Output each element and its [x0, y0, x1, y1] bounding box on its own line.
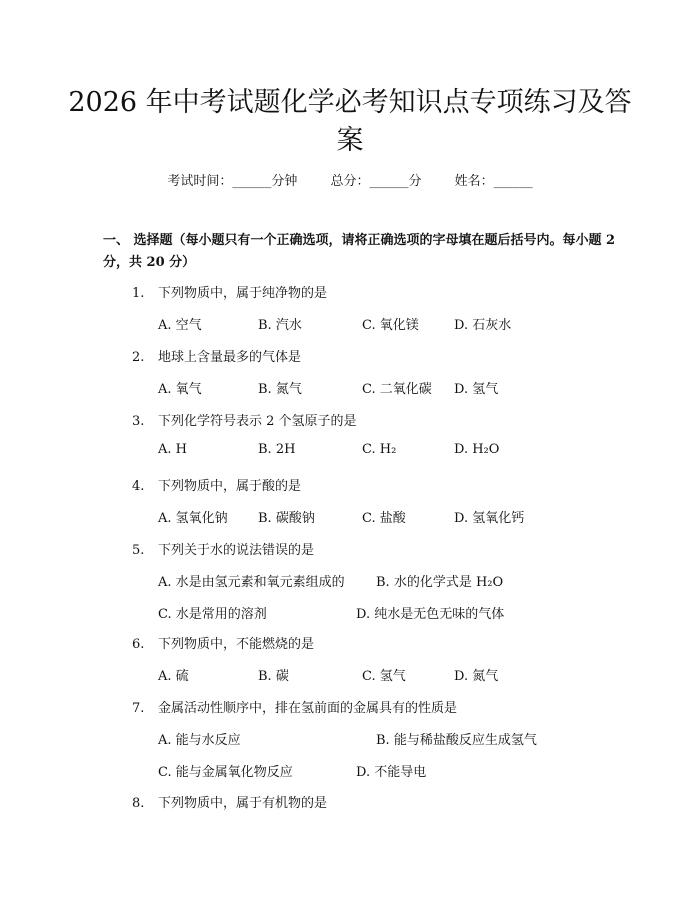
- option-a: A. H: [158, 442, 187, 457]
- option-row: [158, 761, 638, 781]
- question-3: [132, 410, 357, 429]
- exam-time-label: 考试时间：______分钟: [167, 174, 298, 189]
- question-text: 下列化学符号表示 2 个氢原子的是: [158, 414, 357, 429]
- option-d: D. 纯水是无色无味的气体: [356, 607, 505, 622]
- question-number: 2.: [132, 350, 145, 365]
- option-row: [158, 729, 638, 749]
- option-a: A. 氧气: [158, 382, 202, 397]
- option-c: C. 二氧化碳: [362, 382, 432, 397]
- question-text: 下列关于水的说法错误的是: [158, 543, 315, 558]
- option-row: [158, 571, 638, 591]
- question-number: 1.: [132, 286, 145, 301]
- option-d: D. 氢氧化钙: [454, 511, 525, 526]
- question-text: 下列物质中，属于酸的是: [158, 479, 302, 494]
- option-b: B. 水的化学式是 H₂O: [376, 575, 504, 590]
- option-row: [158, 442, 638, 462]
- question-2: [132, 346, 301, 365]
- question-text: 下列物质中，不能燃烧的是: [158, 637, 315, 652]
- question-number: 4.: [132, 479, 145, 494]
- option-row: [158, 378, 638, 398]
- name-label: 姓名：______: [454, 174, 533, 189]
- question-number: 3.: [132, 414, 145, 429]
- question-5: [132, 539, 314, 558]
- question-6: [132, 633, 314, 652]
- option-a: A. 硫: [158, 669, 189, 684]
- option-c: C. 氧化镁: [362, 318, 419, 333]
- option-d: D. 石灰水: [454, 318, 512, 333]
- option-c: C. H₂: [362, 442, 397, 457]
- option-row: [158, 507, 638, 527]
- exam-info: [0, 170, 700, 189]
- option-c: C. 氢气: [362, 669, 406, 684]
- option-b: B. 氮气: [258, 382, 302, 397]
- question-1: [132, 282, 327, 301]
- option-a: A. 空气: [158, 318, 202, 333]
- option-row: [158, 603, 638, 623]
- question-number: 8.: [132, 796, 145, 811]
- option-b: B. 碳酸钠: [258, 511, 315, 526]
- question-number: 7.: [132, 701, 145, 716]
- question-4: [132, 475, 301, 494]
- option-d: D. H₂O: [454, 442, 500, 457]
- question-7: [132, 697, 457, 716]
- option-c: C. 能与金属氧化物反应: [158, 765, 293, 780]
- option-b: B. 2H: [258, 442, 296, 457]
- option-a: A. 水是由氢元素和氧元素组成的: [158, 575, 345, 590]
- question-text: 下列物质中，属于有机物的是: [158, 796, 328, 811]
- total-score-label: 总分：______分: [330, 174, 422, 189]
- option-row: [158, 665, 638, 685]
- option-b: B. 碳: [258, 669, 289, 684]
- question-number: 6.: [132, 637, 145, 652]
- option-c: C. 盐酸: [362, 511, 406, 526]
- question-text: 下列物质中，属于纯净物的是: [158, 286, 328, 301]
- question-text: 地球上含量最多的气体是: [158, 350, 302, 365]
- option-a: A. 能与水反应: [158, 733, 241, 748]
- question-number: 5.: [132, 543, 145, 558]
- option-b: B. 能与稀盐酸反应生成氢气: [376, 733, 537, 748]
- question-8: [132, 792, 327, 811]
- option-d: D. 氢气: [454, 382, 499, 397]
- section-heading: 一、 选择题（每小题只有一个正确选项，请将正确选项的字母填在题后括号内。每小题 2 分，共 20 分）: [103, 233, 616, 270]
- option-d: D. 不能导电: [356, 765, 427, 780]
- page-title: 2026 年中考试题化学必考知识点专项练习及答案: [68, 87, 632, 156]
- option-c: C. 水是常用的溶剂: [158, 607, 267, 622]
- option-a: A. 氢氧化钠: [158, 511, 228, 526]
- option-d: D. 氮气: [454, 669, 499, 684]
- option-row: [158, 314, 638, 334]
- question-text: 金属活动性顺序中，排在氢前面的金属具有的性质是: [158, 701, 458, 716]
- option-b: B. 汽水: [258, 318, 302, 333]
